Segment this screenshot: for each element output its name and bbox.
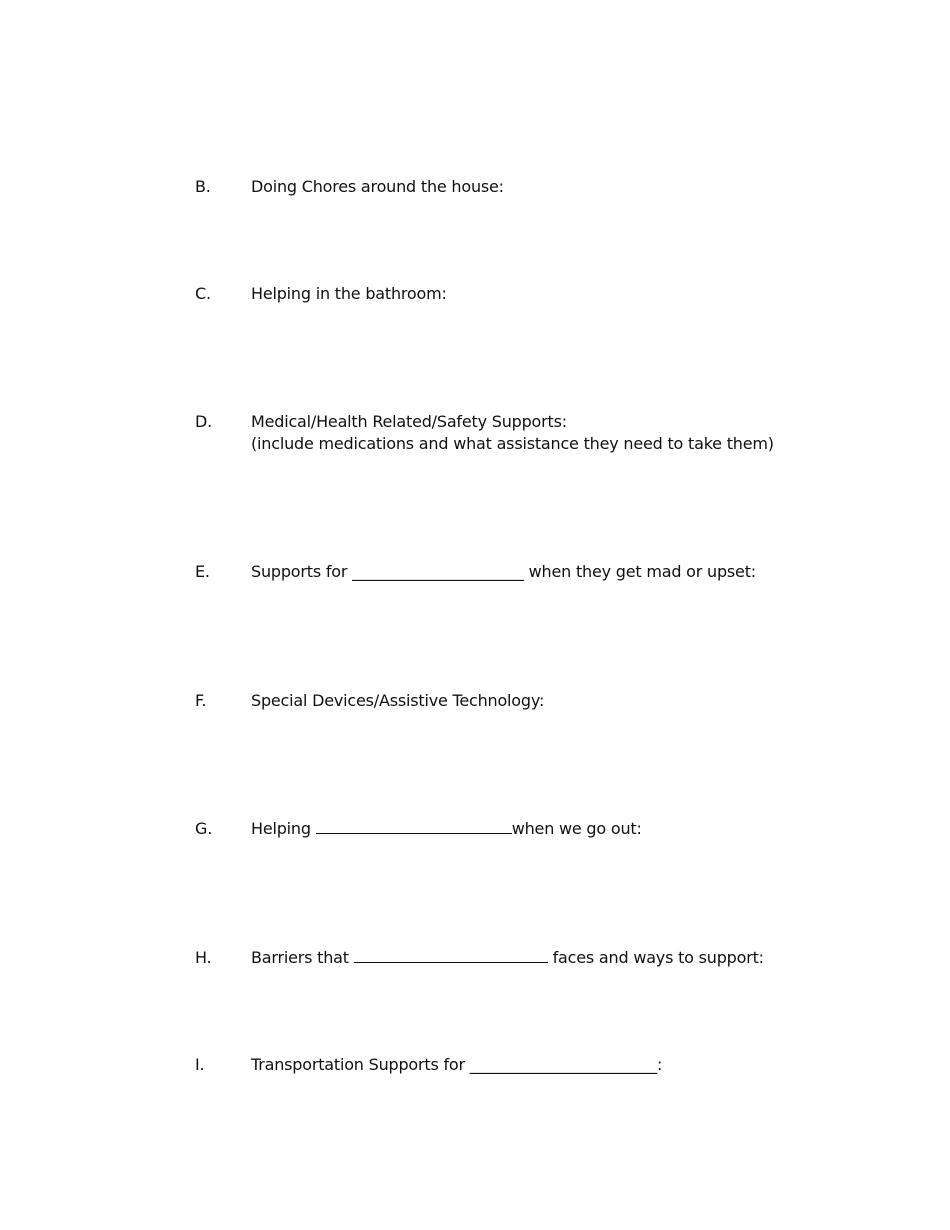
section-content <box>251 818 891 840</box>
section-heading-start: Barriers that <box>251 948 349 967</box>
section-content <box>251 947 891 969</box>
section-heading-start: Helping <box>251 819 311 838</box>
section-heading-end: : <box>656 1055 663 1074</box>
section-letter: E. <box>195 562 210 581</box>
section-heading: Special Devices/Assistive Technology: <box>251 691 545 710</box>
section-letter: I. <box>195 1055 205 1074</box>
section-letter: C. <box>195 284 211 303</box>
section-letter: D. <box>195 412 213 431</box>
section-heading: Helping in the bathroom: <box>251 284 447 303</box>
name-blank-field[interactable] <box>316 818 512 834</box>
section-heading-start: Transportation Supports for <box>251 1055 465 1074</box>
section-subtext: (include medications and what assistance they need to take them) <box>251 434 774 453</box>
section-letter: H. <box>195 948 212 967</box>
section-letter: F. <box>195 691 207 710</box>
section-content <box>251 411 891 455</box>
section-content <box>251 1054 891 1076</box>
section-letter: G. <box>195 819 213 838</box>
name-blank-field[interactable]: ______________________ <box>352 562 524 581</box>
section-heading-start: Supports for <box>251 562 348 581</box>
section-heading-end: when they get mad or upset: <box>528 562 756 581</box>
section-content <box>251 561 891 583</box>
name-blank-field[interactable]: ________________________ <box>469 1055 657 1074</box>
section-heading: Medical/Health Related/Safety Supports: <box>251 412 567 431</box>
name-blank-field[interactable] <box>354 947 548 963</box>
section-heading-end: faces and ways to support: <box>552 948 764 967</box>
section-heading: Doing Chores around the house: <box>251 177 504 196</box>
section-heading-end: when we go out: <box>511 819 642 838</box>
section-letter: B. <box>195 177 211 196</box>
